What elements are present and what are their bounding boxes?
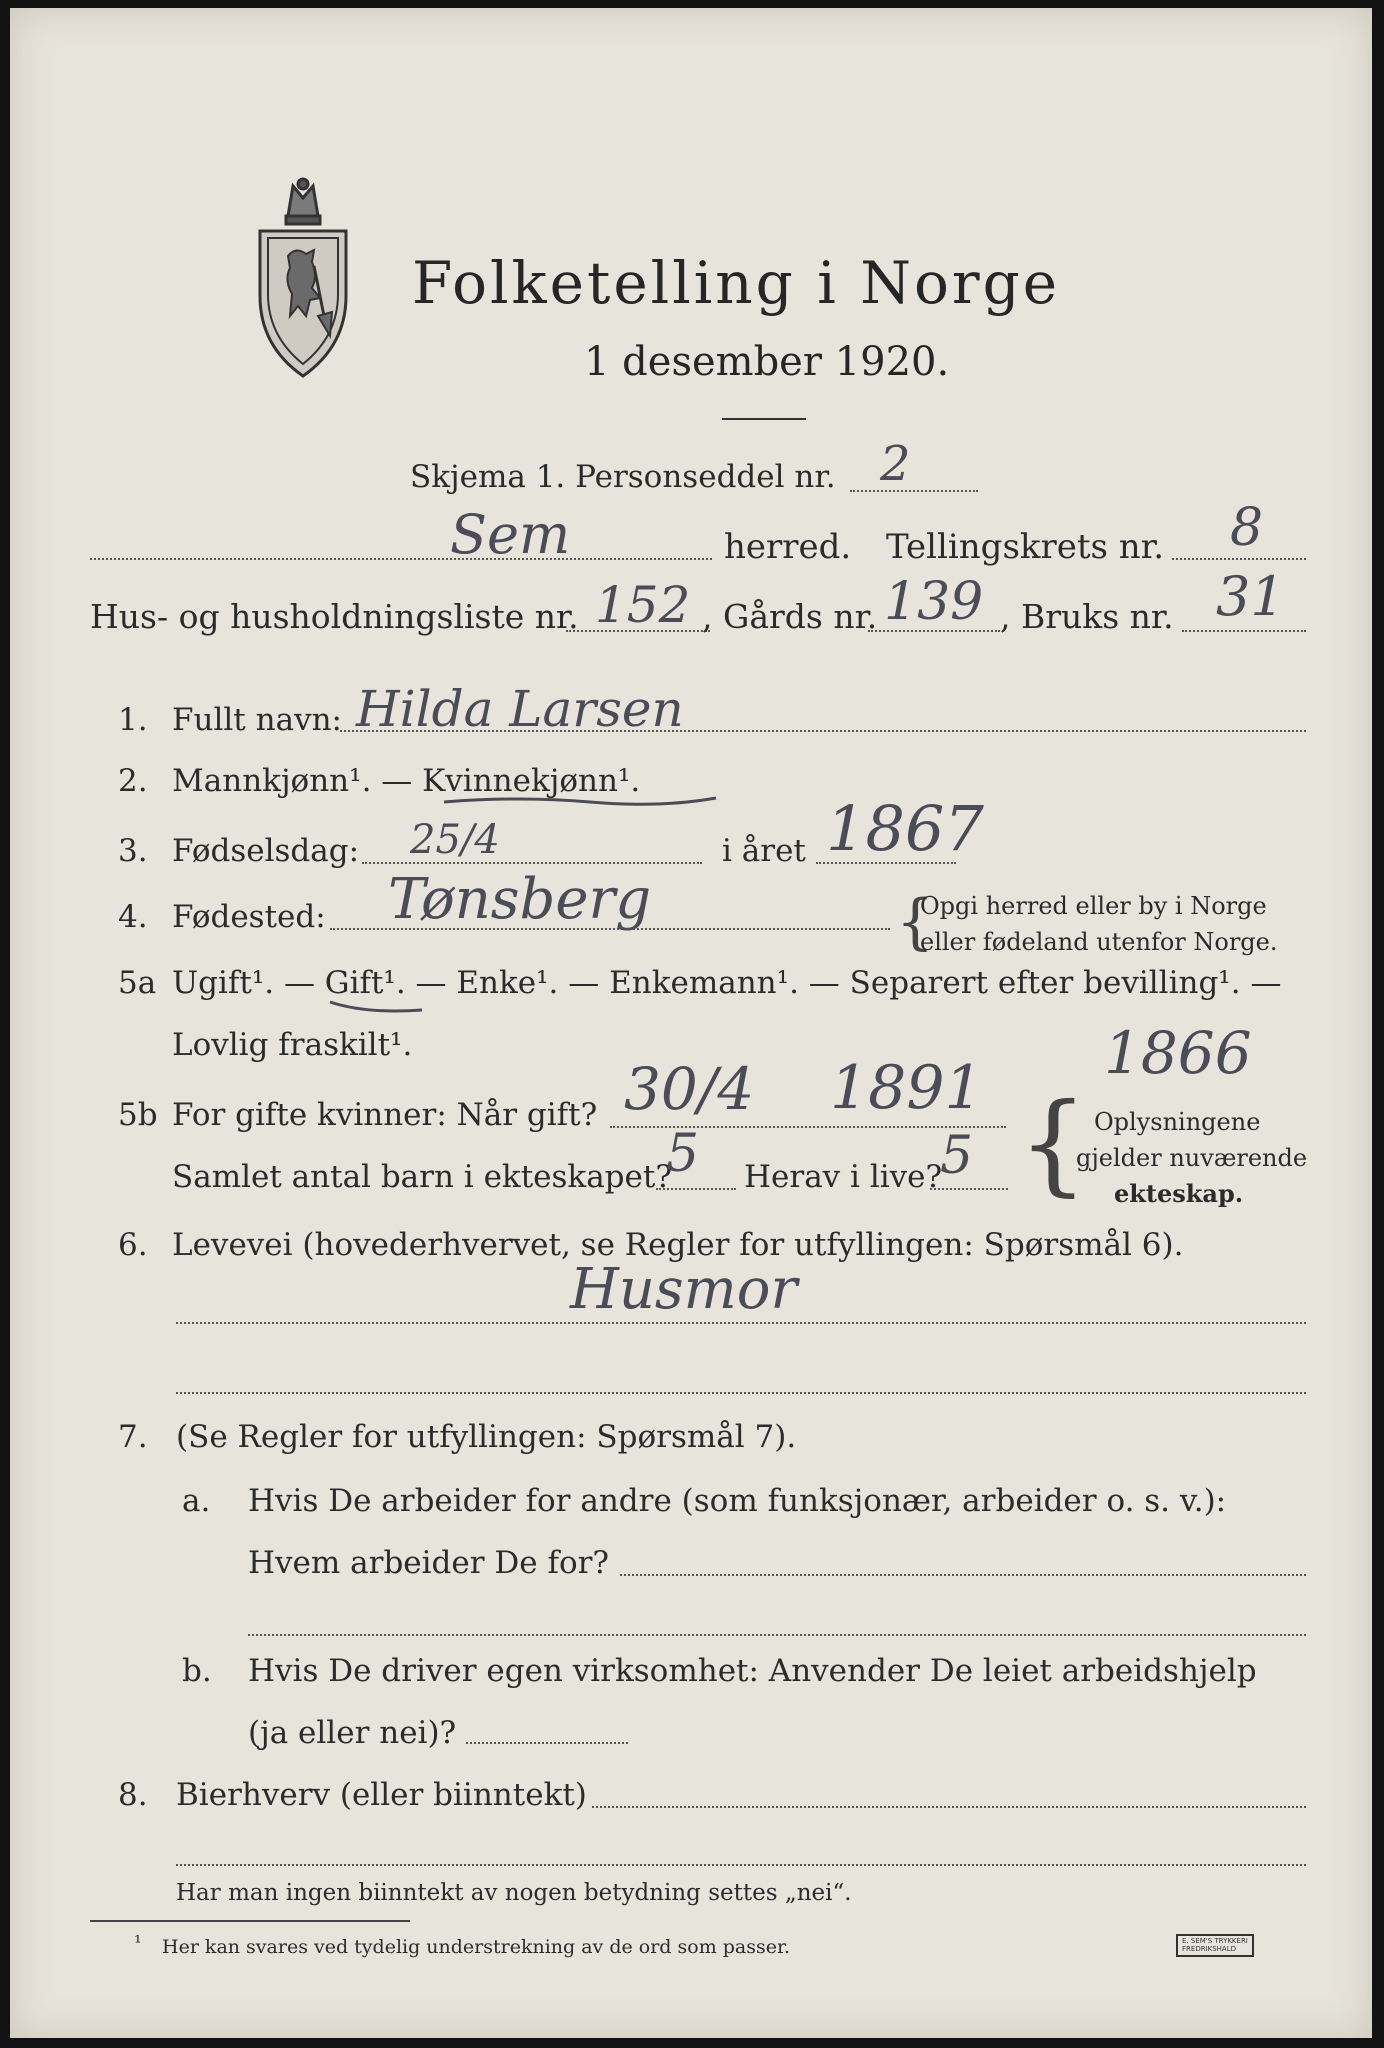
levevei-field-2[interactable] [176,1392,1306,1394]
q8-label: Bierhverv (eller biinntekt) [176,1777,587,1813]
bierhverv-field-2[interactable] [176,1864,1306,1866]
gards-label: , Gårds nr. [702,597,878,636]
bruks-field[interactable] [1182,630,1306,632]
levevei-value: Husmor [570,1257,798,1322]
q7a-letter: a. [182,1483,211,1519]
arbeidshjelp-field[interactable] [466,1742,628,1744]
fullt-navn-value: Hilda Larsen [356,680,684,738]
q2-label: Mannkjønn¹. — Kvinnekjønn¹. [172,763,641,799]
husholdningsliste-value: 152 [595,576,691,634]
q3-label: Fødselsdag: [172,833,360,869]
q8-note: Har man ingen biinntekt av nogen betydning settes „nei“. [176,1880,852,1906]
fodested-note-line2: eller fødeland utenfor Norge. [920,928,1278,956]
personseddel-field[interactable] [850,490,978,492]
q5a-line2: Lovlig fraskilt¹. [172,1027,413,1063]
q5b-brace: { [1018,1079,1088,1207]
i-live-field[interactable] [930,1188,1008,1190]
q5b-label: For gifte kvinner: Når gift? [172,1097,598,1133]
title-divider [722,418,806,420]
tellingskrets-field[interactable] [1172,558,1306,560]
herred-field[interactable] [90,558,712,560]
fodselsdag-value: 25/4 [410,817,500,863]
tellingskrets-value: 8 [1230,498,1264,558]
q2-number: 2. [118,763,148,799]
printer-stamp-line2: FREDRIKSHALD [1182,1944,1237,1953]
skjema-label: Skjema 1. Personseddel nr. [410,459,836,495]
q5a-number: 5a [118,965,157,1001]
i-live-label: Herav i live? [744,1159,943,1195]
q6-label: Levevei (hovederhvervet, se Regler for utfyllingen: Spørsmål 6). [172,1227,1184,1263]
kvinnekjonn-underline [440,792,720,812]
norwegian-coat-of-arms-icon [248,176,358,386]
bruks-label: , Bruks nr. [1000,597,1174,636]
census-form-sheet [10,8,1372,2038]
nar-gift-date-value: 30/4 [624,1055,755,1123]
footnote-divider [90,1920,410,1922]
fodested-note-line1: Opgi herred eller by i Norge [920,892,1267,920]
q8-number: 8. [118,1777,148,1813]
q5b-number: 5b [118,1097,158,1133]
q3-number: 3. [118,833,148,869]
fodested-value: Tønsberg [388,867,652,932]
printer-stamp-line1: E. SEM'S TRYKKERI [1182,1937,1248,1945]
footnote-mark: ¹ [134,1932,142,1954]
q4-number: 4. [118,899,148,935]
footnote-text: Her kan svares ved tydelig understrekning av de ord som passer. [162,1936,791,1958]
nar-gift-year-value: 1891 [830,1053,983,1123]
levevei-field-1[interactable] [176,1322,1306,1324]
q5b-note-line1: Oplysningene [1094,1108,1261,1136]
tellingskrets-label: Tellingskrets nr. [886,527,1165,567]
printer-stamp [1176,1934,1254,1957]
q5b-note-line2: gjelder nuværende [1076,1144,1308,1172]
q7b-label: Hvis De driver egen virksomhet: Anvender De leiet arbeidshjelp [248,1653,1257,1689]
bierhverv-field-1[interactable] [592,1806,1306,1808]
extra-year-value: 1866 [1104,1019,1252,1087]
arbeidsgiver-field-1[interactable] [620,1574,1306,1576]
arbeidsgiver-field-2[interactable] [248,1634,1306,1636]
q5b-note-line3: ekteskap. [1114,1179,1244,1208]
herred-label: herred. [724,527,852,567]
gards-value: 139 [884,572,984,632]
q7a-question: Hvem arbeider De for? [248,1545,610,1581]
i-live-value: 5 [940,1126,974,1186]
gift-underline [326,996,426,1020]
herred-value: Sem [450,503,571,566]
q5a-line1: Ugift¹. — Gift¹. — Enke¹. — Enkemann¹. — Separert efter bevilling¹. — [172,965,1282,1001]
q7-number: 7. [118,1419,148,1455]
barn-value: 5 [666,1124,700,1184]
barn-field[interactable] [656,1188,736,1190]
personseddel-value: 2 [880,436,911,492]
q4-label: Fødested: [172,899,326,935]
q6-number: 6. [118,1227,148,1263]
barn-label: Samlet antal barn i ekteskapet? [172,1159,672,1195]
q1-label: Fullt navn: [172,702,342,738]
q1-number: 1. [118,702,148,738]
q4-brace: { [896,887,935,957]
q7a-label: Hvis De arbeider for andre (som funksjonær, arbeider o. s. v.): [248,1483,1227,1519]
q7b-letter: b. [182,1653,212,1689]
year-label: i året [722,833,806,869]
form-title: Folketelling i Norge [412,249,1061,317]
bruks-value: 31 [1216,565,1285,628]
q7-label: (Se Regler for utfyllingen: Spørsmål 7). [176,1419,797,1455]
husholdningsliste-label: Hus- og husholdningsliste nr. [90,597,579,636]
census-date: 1 desember 1920. [584,339,950,385]
fodselsar-value: 1867 [826,792,984,865]
q7b-question: (ja eller nei)? [248,1715,457,1751]
